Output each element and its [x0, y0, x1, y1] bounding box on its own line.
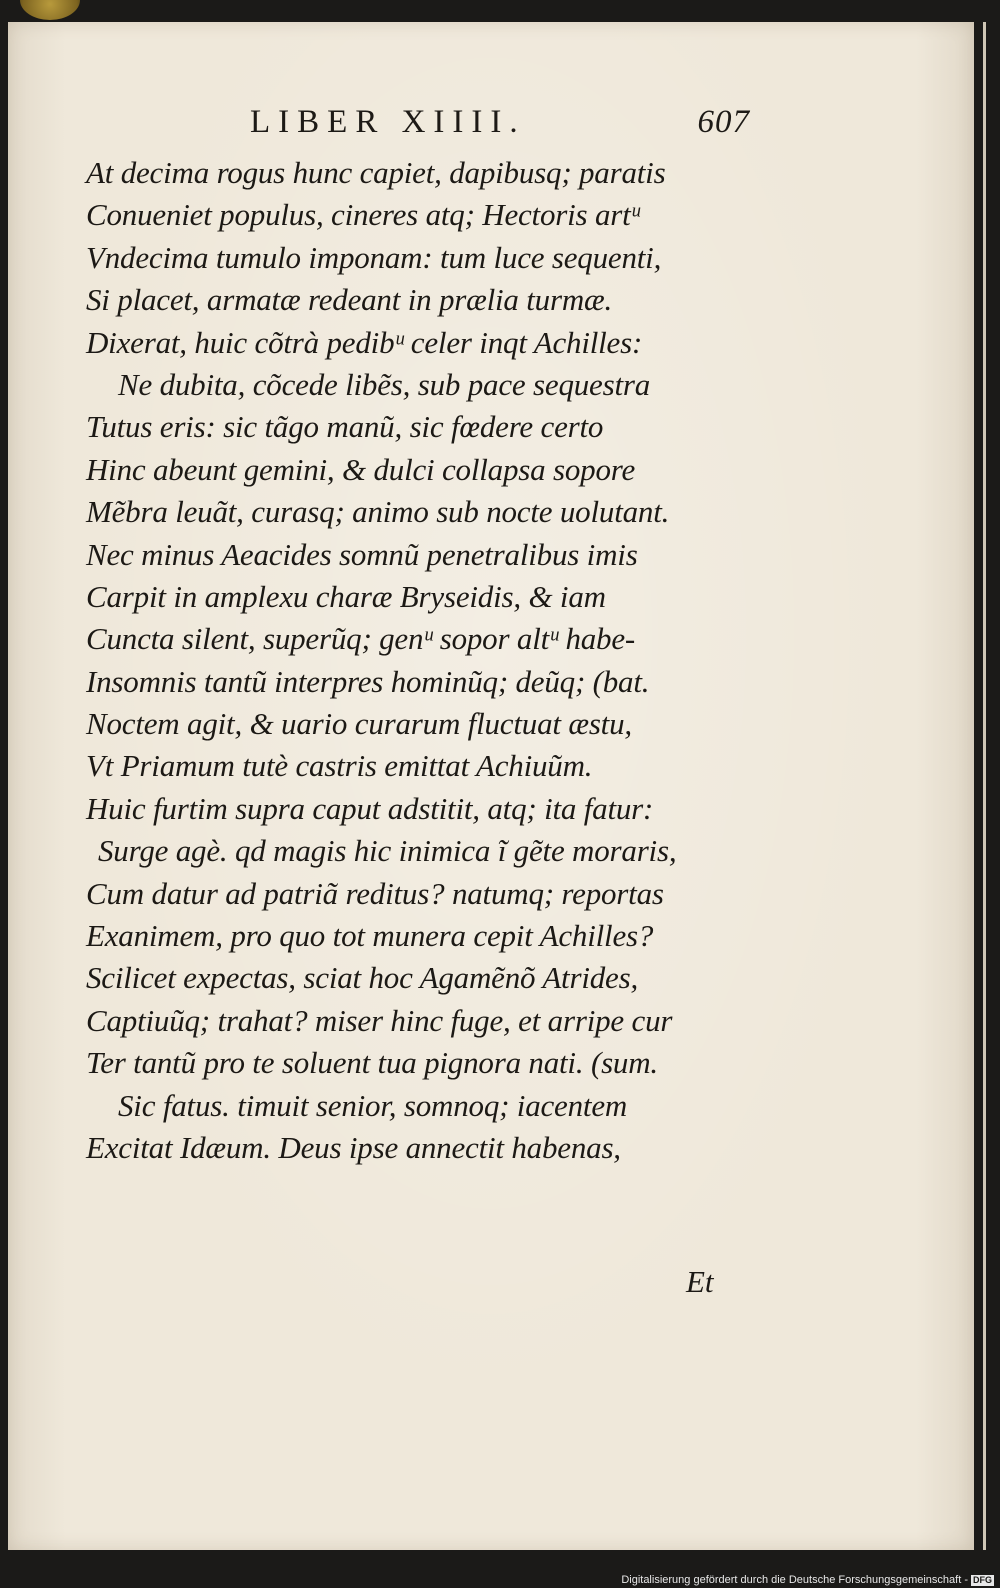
credit-text: Digitalisierung gefördert durch die Deutsche Forschungsgemeinschaft -	[621, 1574, 968, 1586]
verse-line: Hinc abeunt gemini, & dulci collapsa sopore	[86, 451, 636, 487]
verse-line: Si placet, armatæ redeant in prælia turmæ.	[86, 282, 613, 318]
verse-line: Carpit in amplexu charæ Bryseidis, & iam	[86, 578, 606, 614]
verse-line: Conueniet populus, cineres atq; Hectoris artᵘ	[86, 197, 640, 233]
verse-line: Nec minus Aeacides somnũ penetralibus imis	[86, 536, 638, 572]
verse-line: Sic fatus. timuit senior, somnoq; iacentem	[118, 1087, 628, 1123]
verse-line: Captiuũq; trahat? miser hinc fuge, et arripe cur	[86, 1002, 673, 1038]
verse-line: Vndecima tumulo imponam: tum luce sequenti,	[86, 239, 662, 275]
verse-line: Dixerat, huic cõtrà pedibᵘ celer inqt Achilles:	[86, 324, 643, 360]
verse-line: Vt Priamum tutè castris emittat Achiuũm.	[86, 748, 593, 784]
verse-text	[86, 152, 746, 1169]
digitization-credit	[621, 1574, 994, 1586]
verse-line: Surge agè. qd magis hic inimica ĩ gẽte moraris,	[98, 833, 677, 869]
verse-line: Mẽbra leuãt, curasq; animo sub nocte uolutant.	[86, 494, 670, 530]
verse-line: Ter tantũ pro te soluent tua pignora nati. (sum.	[86, 1045, 658, 1081]
verse-line: Excitat Idæum. Deus ipse annectit habenas,	[86, 1129, 621, 1165]
verse-line: Ne dubita, cõcede libẽs, sub pace sequestra	[118, 366, 651, 402]
verse-line: Scilicet expectas, sciat hoc Agamẽnõ Atrides,	[86, 960, 639, 996]
verse-line: Cuncta silent, superũq; genᵘ sopor altᵘ habe-	[86, 621, 636, 657]
dfg-logo-icon: DFG	[973, 1574, 992, 1585]
running-header	[250, 104, 750, 144]
running-title: LIBER XIIII.	[250, 104, 526, 140]
verse-line: Huic furtim supra caput adstitit, atq; ita fatur:	[86, 790, 654, 826]
verse-line: Insomnis tantũ interpres hominũq; deũq; (bat.	[86, 663, 650, 699]
verse-line: Tutus eris: sic tãgo manũ, sic fœdere certo	[86, 409, 604, 445]
book-clasp	[20, 0, 80, 20]
verse-line: Cum datur ad patriã reditus? natumq; reportas	[86, 875, 664, 911]
catchword: Et	[686, 1264, 714, 1299]
page-edge	[983, 22, 986, 1550]
verse-line: Noctem agit, & uario curarum fluctuat æstu,	[86, 706, 632, 742]
page-number: 607	[697, 104, 750, 140]
verse-line: Exanimem, pro quo tot munera cepit Achilles?	[86, 918, 654, 954]
verse-line: At decima rogus hunc capiet, dapibusq; paratis	[86, 155, 666, 190]
